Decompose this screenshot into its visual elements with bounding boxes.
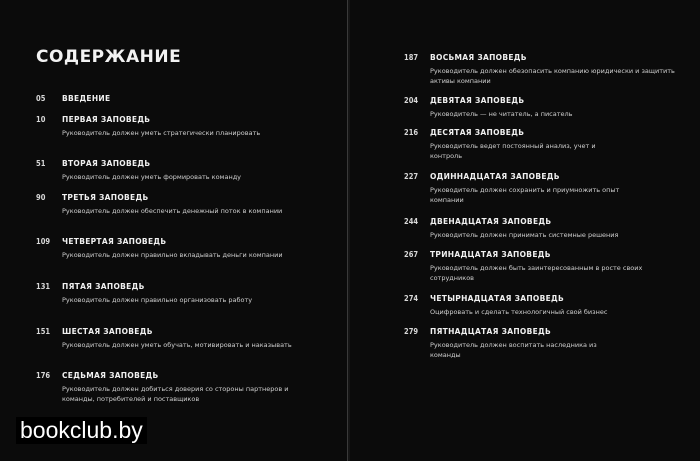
toc-chapter-description: Руководитель должен быть заинтересованным в росте своих сотрудников <box>430 264 643 282</box>
toc-chapter-title: ВОСЬМАЯ ЗАПОВЕДЬ <box>430 53 527 62</box>
toc-page-number: 176 <box>36 371 51 380</box>
toc-page-number: 131 <box>36 282 51 291</box>
toc-chapter-title: ЧЕТЫРНАДЦАТАЯ ЗАПОВЕДЬ <box>430 294 565 303</box>
toc-chapter-description: Руководитель должен обезопасить компанию юридически и защитить активы компании <box>430 67 675 85</box>
toc-page-number: 216 <box>404 128 419 137</box>
toc-chapter-description: Руководитель должен уметь стратегически планировать <box>62 129 261 137</box>
toc-chapter-title: ОДИННАДЦАТАЯ ЗАПОВЕДЬ <box>430 172 560 181</box>
toc-chapter-description: Руководитель должен сохранить и приумножить опыт компании <box>430 186 620 204</box>
toc-chapter-description: Руководитель должен правильно вкладывать деньги компании <box>62 251 283 259</box>
toc-page-number: 90 <box>36 193 46 202</box>
site-watermark: bookclub.by <box>16 417 147 444</box>
toc-page-number: 244 <box>404 217 419 226</box>
toc-chapter-description: Руководитель должен принимать системные решения <box>430 231 619 239</box>
toc-page-number: 109 <box>36 237 51 246</box>
toc-chapter-description: Руководитель должен добиться доверия со стороны партнеров и команды, потребителей и поставщиков <box>62 385 289 403</box>
toc-chapter-description: Руководитель ведет постоянный анализ, учет и контроль <box>430 142 596 160</box>
toc-page-number: 187 <box>404 53 419 62</box>
toc-chapter-title: ТРЕТЬЯ ЗАПОВЕДЬ <box>62 193 149 202</box>
toc-chapter-title: СЕДЬМАЯ ЗАПОВЕДЬ <box>62 371 159 380</box>
toc-chapter-title: ЧЕТВЕРТАЯ ЗАПОВЕДЬ <box>62 237 167 246</box>
toc-page-number: 10 <box>36 115 46 124</box>
toc-chapter-description: Руководитель должен уметь формировать команду <box>62 173 242 181</box>
toc-title: СОДЕРЖАНИЕ <box>36 47 182 67</box>
toc-chapter-description: Руководитель должен уметь обучать, мотивировать и наказывать <box>62 341 292 349</box>
toc-chapter-title: ПЕРВАЯ ЗАПОВЕДЬ <box>62 115 151 124</box>
toc-page-number: 151 <box>36 327 51 336</box>
toc-page-number: 05 <box>36 94 46 103</box>
toc-chapter-description: Руководитель должен воспитать наследника из команды <box>430 341 597 359</box>
toc-chapter-title: ВВЕДЕНИЕ <box>62 94 111 103</box>
toc-page-number: 51 <box>36 159 46 168</box>
toc-page-number: 279 <box>404 327 419 336</box>
toc-chapter-title: ШЕСТАЯ ЗАПОВЕДЬ <box>62 327 153 336</box>
toc-chapter-title: ДВЕНАДЦАТАЯ ЗАПОВЕДЬ <box>430 217 552 226</box>
toc-chapter-description: Руководитель — не читатель, а писатель <box>430 110 573 118</box>
toc-chapter-description: Оцифровать и сделать технологичный свой бизнес <box>430 308 608 316</box>
page-gutter-shadow <box>348 0 350 461</box>
toc-chapter-description: Руководитель должен правильно организовать работу <box>62 296 253 304</box>
toc-page-number: 204 <box>404 96 419 105</box>
toc-page-number: 227 <box>404 172 419 181</box>
toc-chapter-title: ДЕСЯТАЯ ЗАПОВЕДЬ <box>430 128 525 137</box>
toc-chapter-title: ВТОРАЯ ЗАПОВЕДЬ <box>62 159 151 168</box>
toc-page-number: 267 <box>404 250 419 259</box>
toc-page-number: 274 <box>404 294 419 303</box>
toc-chapter-title: ДЕВЯТАЯ ЗАПОВЕДЬ <box>430 96 525 105</box>
toc-chapter-title: ТРИНАДЦАТАЯ ЗАПОВЕДЬ <box>430 250 551 259</box>
toc-chapter-title: ПЯТАЯ ЗАПОВЕДЬ <box>62 282 145 291</box>
toc-chapter-description: Руководитель должен обеспечить денежный поток в компании <box>62 207 283 215</box>
toc-chapter-title: ПЯТНАДЦАТАЯ ЗАПОВЕДЬ <box>430 327 552 336</box>
